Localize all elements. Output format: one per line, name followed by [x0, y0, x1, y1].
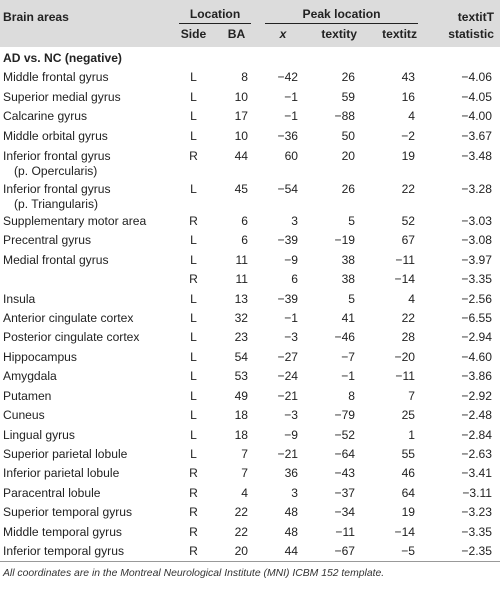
cell-z: −11: [395, 252, 416, 267]
cell-side: R: [189, 466, 198, 481]
cell-empty: [365, 164, 425, 179]
cell-t-statistic: −2.35: [425, 542, 500, 562]
cell-z: 55: [401, 446, 416, 461]
table-row: [0, 270, 500, 289]
cell-z: 64: [401, 485, 416, 500]
cell-empty: [425, 197, 500, 212]
cell-ba: 7: [241, 466, 249, 481]
cell-ba: 53: [234, 369, 249, 384]
cell-x: −21: [277, 446, 299, 461]
header-tstat-line2: statistic: [448, 27, 495, 41]
cell-z: −14: [394, 524, 416, 539]
cell-ba: 13: [234, 291, 249, 306]
cell-x: −3: [284, 330, 299, 345]
cell-ba: 11: [235, 252, 249, 267]
cell-y: 26: [341, 70, 356, 85]
cell-x: −39: [277, 291, 299, 306]
cell-brain-area: Lingual gyrus: [3, 427, 75, 442]
cell-brain-area: Superior medial gyrus: [3, 89, 121, 104]
cell-ba: 7: [241, 446, 249, 461]
cell-side: L: [190, 388, 197, 403]
cell-x: −24: [277, 369, 299, 384]
cell-side: R: [189, 505, 198, 520]
cell-side: L: [190, 330, 197, 345]
cell-empty: [425, 164, 500, 179]
cell-t-statistic: −2.94: [461, 330, 493, 345]
cell-ba: 17: [234, 109, 249, 124]
cell-t-statistic: −3.11: [462, 485, 493, 500]
cell-y: 20: [341, 149, 356, 164]
table-row: [0, 367, 500, 386]
cell-z: −5: [365, 542, 425, 562]
header-location: [172, 0, 258, 24]
cell-t-statistic: −3.35: [461, 524, 493, 539]
cell-z: 7: [408, 388, 416, 403]
cell-brain-area: Inferior frontal gyrus: [3, 149, 111, 164]
table-row: [0, 146, 500, 164]
header-z: textitz: [382, 27, 418, 41]
cell-ba: 8: [241, 70, 249, 85]
cell-z: 28: [401, 330, 416, 345]
cell-ba: 22: [234, 505, 249, 520]
cell-x: 3: [291, 214, 299, 229]
cell-side: L: [190, 311, 197, 326]
cell-y: −43: [334, 466, 356, 481]
cell-side: R: [189, 149, 198, 164]
header-ba: BA: [227, 27, 246, 41]
table-row: [0, 464, 500, 483]
cell-z: 4: [408, 109, 416, 124]
cell-z: 1: [408, 427, 416, 442]
cell-z: −14: [394, 272, 416, 287]
cell-t-statistic: −2.56: [461, 291, 493, 306]
cell-t-statistic: −3.97: [461, 252, 493, 267]
cell-empty: [365, 197, 425, 212]
cell-brain-area: Cuneus: [3, 408, 45, 423]
table-row: [0, 68, 500, 87]
cell-ba: 6: [241, 233, 249, 248]
cell-ba: 49: [234, 388, 249, 403]
table-row: [0, 290, 500, 309]
header-brain-areas: Brain areas: [3, 10, 69, 24]
table-row: [0, 179, 500, 197]
cell-brain-area: Middle temporal gyrus: [3, 524, 122, 539]
cell-t-statistic: −6.55: [461, 311, 493, 326]
cell-ba: 44: [234, 149, 249, 164]
cell-empty: [258, 197, 308, 212]
cell-y: −34: [334, 505, 356, 520]
cell-t-statistic: −4.00: [461, 109, 493, 124]
cell-y: 5: [348, 291, 356, 306]
cell-x: −3: [284, 408, 299, 423]
cell-t-statistic: −3.48: [461, 149, 493, 164]
cell-ba: 6: [241, 214, 249, 229]
cell-y: 38: [341, 272, 356, 287]
header-side: Side: [180, 27, 207, 41]
cell-brain-area: Amygdala: [3, 369, 57, 384]
cell-y: −88: [334, 109, 356, 124]
cell-z: 16: [401, 89, 416, 104]
cell-side: L: [190, 427, 197, 442]
table-row: [0, 231, 500, 250]
cell-side: L: [190, 128, 197, 143]
table-row: [0, 127, 500, 146]
cell-y: −7: [341, 349, 356, 364]
table-row-continuation: [0, 164, 500, 179]
header-location-label: Location: [179, 7, 251, 24]
cell-y: −37: [334, 485, 356, 500]
cell-t-statistic: −4.06: [461, 70, 493, 85]
cell-t-statistic: −2.92: [461, 388, 493, 403]
cell-ba: 11: [235, 272, 249, 287]
header-empty: [0, 24, 172, 47]
cell-z: 4: [408, 291, 416, 306]
cell-side: L: [190, 70, 197, 85]
cell-y: −64: [334, 446, 356, 461]
cell-x: −36: [277, 128, 299, 143]
cell-x: 60: [284, 149, 299, 164]
cell-x: −21: [277, 388, 299, 403]
cell-brain-area: Inferior frontal gyrus: [3, 182, 111, 197]
cell-y: 8: [348, 388, 356, 403]
cell-side: L: [190, 109, 197, 124]
cell-t-statistic: −2.84: [461, 427, 493, 442]
cell-y: 38: [341, 252, 356, 267]
table-row: [0, 328, 500, 347]
cell-t-statistic: −3.67: [461, 128, 493, 143]
cell-t-statistic: −4.05: [461, 89, 493, 104]
header-x: x: [279, 27, 287, 41]
cell-y: −67: [308, 542, 365, 562]
cell-y: −46: [334, 330, 356, 345]
cell-x: −27: [277, 349, 299, 364]
cell-z: 22: [401, 311, 416, 326]
cell-empty: [215, 197, 258, 212]
table-body: [0, 47, 500, 562]
cell-side: L: [190, 182, 197, 197]
cell-side: L: [190, 369, 197, 384]
header-y: textity: [321, 27, 358, 41]
cell-t-statistic: −2.48: [461, 408, 493, 423]
cell-empty: [215, 164, 258, 179]
cell-x: −39: [277, 233, 299, 248]
table-row: [0, 88, 500, 107]
table-row: [0, 426, 500, 445]
section-title: AD vs. NC (negative): [3, 51, 122, 65]
cell-x: −42: [277, 70, 299, 85]
cell-t-statistic: −3.23: [461, 505, 493, 520]
header-peak-location: [258, 0, 425, 24]
cell-brain-area: Precentral gyrus: [3, 233, 92, 248]
cell-brain-area: Inferior parietal lobule: [3, 466, 120, 481]
header-tstat-line1: textitT: [457, 10, 495, 24]
cell-t-statistic: −2.63: [461, 446, 493, 461]
cell-ba: 23: [234, 330, 249, 345]
cell-ba: 10: [234, 128, 249, 143]
cell-y: −52: [334, 427, 356, 442]
footnote: All coordinates are in the Montreal Neurological Institute (MNI) ICBM 152 template.: [3, 568, 385, 580]
cell-side: L: [190, 252, 197, 267]
cell-ba: 22: [234, 524, 249, 539]
cell-z: 43: [401, 70, 416, 85]
cell-side: R: [189, 272, 198, 287]
cell-ba: 54: [234, 349, 249, 364]
cell-y: 41: [341, 311, 356, 326]
cell-empty: [172, 164, 215, 179]
table-row: [0, 251, 500, 270]
cell-z: −2: [401, 128, 416, 143]
cell-y: 26: [341, 182, 356, 197]
cell-side: L: [190, 408, 197, 423]
cell-t-statistic: −4.60: [461, 349, 493, 364]
cell-y: 5: [348, 214, 356, 229]
cell-z: −20: [394, 349, 416, 364]
cell-y: 50: [341, 128, 356, 143]
cell-y: −19: [334, 233, 356, 248]
table-row-continuation: [0, 197, 500, 212]
cell-side: L: [190, 233, 197, 248]
cell-brain-area: Insula: [3, 291, 36, 306]
cell-t-statistic: −3.08: [461, 233, 493, 248]
cell-brain-area-subregion: (p. Opercularis): [14, 164, 98, 179]
table-row: [0, 348, 500, 367]
table-row: [0, 406, 500, 425]
cell-side: R: [172, 542, 215, 562]
header-row-1: [0, 0, 500, 24]
cell-brain-area: Putamen: [3, 388, 52, 403]
cell-x: −9: [284, 427, 299, 442]
cell-z: 46: [401, 466, 416, 481]
cell-y: −79: [334, 408, 356, 423]
cell-x: −9: [284, 252, 299, 267]
table-row: [0, 309, 500, 328]
cell-brain-area: Superior temporal gyrus: [3, 505, 133, 520]
cell-brain-area: Inferior temporal gyrus: [0, 542, 172, 562]
cell-z: 67: [401, 233, 416, 248]
cell-ba: 20: [215, 542, 258, 562]
cell-t-statistic: −3.03: [461, 214, 493, 229]
header-peak-location-label: Peak location: [265, 7, 418, 24]
cell-x: −1: [284, 89, 299, 104]
cell-x: 6: [291, 272, 299, 287]
cell-empty: [308, 197, 365, 212]
cell-ba: 18: [234, 427, 249, 442]
cell-t-statistic: −3.41: [461, 466, 493, 481]
cell-brain-area: Anterior cingulate cortex: [3, 311, 134, 326]
cell-x: −54: [277, 182, 299, 197]
cell-brain-area: Hippocampus: [3, 349, 77, 364]
cell-z: 52: [401, 214, 416, 229]
cell-y: −1: [341, 369, 356, 384]
table-header: [0, 0, 500, 47]
cell-brain-area: Superior parietal lobule: [3, 446, 128, 461]
cell-x: −1: [284, 311, 299, 326]
cell-t-statistic: −3.86: [461, 369, 493, 384]
cell-z: −11: [395, 369, 416, 384]
cell-z: 19: [401, 149, 416, 164]
cell-brain-area: Supplementary motor area: [3, 214, 147, 229]
cell-empty: [172, 197, 215, 212]
cell-brain-area: [0, 270, 172, 289]
cell-brain-area: Medial frontal gyrus: [3, 252, 109, 267]
cell-x: 48: [284, 505, 299, 520]
cell-side: L: [190, 291, 197, 306]
cell-ba: 32: [234, 311, 249, 326]
cell-z: 19: [401, 505, 416, 520]
cell-y: 59: [341, 89, 356, 104]
cell-x: 3: [291, 485, 299, 500]
cell-empty: [308, 164, 365, 179]
cell-x: −1: [284, 109, 299, 124]
cell-ba: 4: [241, 485, 249, 500]
cell-t-statistic: −3.35: [461, 272, 493, 287]
cell-side: L: [190, 349, 197, 364]
table-row: [0, 212, 500, 231]
cell-side: R: [189, 485, 198, 500]
cell-brain-area: Calcarine gyrus: [3, 109, 88, 124]
table-row: [0, 523, 500, 542]
cell-x: 44: [258, 542, 308, 562]
header-row-2: [0, 24, 500, 47]
section-row: [0, 47, 500, 68]
cell-brain-area: Paracentral lobule: [3, 485, 101, 500]
table-row: [0, 387, 500, 406]
cell-side: R: [189, 214, 198, 229]
cell-brain-area: Middle orbital gyrus: [3, 128, 108, 143]
table-row: [0, 503, 500, 522]
table-row: [0, 445, 500, 464]
cell-y: −11: [335, 524, 356, 539]
cell-z: 25: [401, 408, 416, 423]
cell-empty: [258, 164, 308, 179]
cell-ba: 45: [234, 182, 249, 197]
cell-ba: 18: [234, 408, 249, 423]
cell-side: L: [190, 446, 197, 461]
cell-ba: 10: [234, 89, 249, 104]
cell-t-statistic: −3.28: [461, 182, 493, 197]
cell-brain-area: Posterior cingulate cortex: [3, 330, 140, 345]
cell-side: R: [189, 524, 198, 539]
table-row: [0, 484, 500, 503]
cell-brain-area-subregion: (p. Triangularis): [14, 197, 99, 212]
table-row: [0, 107, 500, 126]
table-row: [0, 542, 500, 562]
cell-z: 22: [401, 182, 416, 197]
cell-x: 36: [284, 466, 299, 481]
cell-x: 48: [284, 524, 299, 539]
cell-brain-area: Middle frontal gyrus: [3, 70, 109, 85]
cell-side: L: [190, 89, 197, 104]
